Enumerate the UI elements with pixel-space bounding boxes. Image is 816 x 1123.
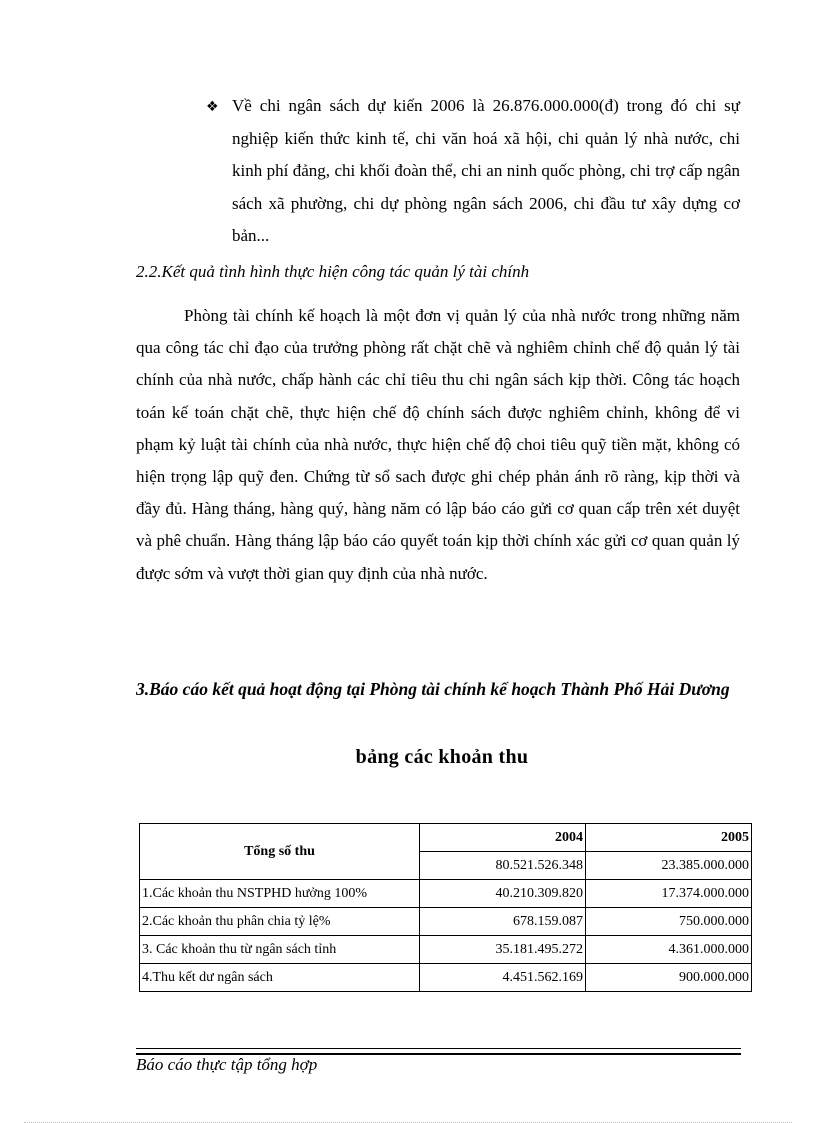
row-value-2004: 678.159.087 (420, 908, 586, 936)
footer-text: Báo cáo thực tập tổng hợp (136, 1055, 318, 1074)
total-value-2004: 80.521.526.348 (420, 852, 586, 880)
bullet-text: Về chi ngân sách dự kiến 2006 là 26.876.000.000(đ) trong đó chi sự nghiệp kiến thức kinh tế, chi văn hoá xã hội, chi quản lý nhà nước, chi kinh phí đảng, chi khối đoàn thể, chi an ninh quốc phòng, chi trợ cấp ngân sách xã phường, chi dự phòng ngân sách 2006, chi đầu tư xây dựng cơ bản... (232, 96, 740, 245)
row-label: 1.Các khoản thu NSTPHD hưởng 100% (140, 880, 420, 908)
row-value-2005: 17.374.000.000 (586, 880, 752, 908)
row-label: 2.Các khoản thu phân chia tỷ lệ% (140, 908, 420, 936)
row-value-2005: 4.361.000.000 (586, 936, 752, 964)
revenue-table (139, 823, 752, 992)
table-row (140, 880, 752, 908)
row-value-2005: 900.000.000 (586, 964, 752, 992)
bullet-item-budget-spending (206, 90, 740, 253)
body-paragraph: Phòng tài chính kế hoạch là một đơn vị quản lý của nhà nước trong những năm qua công tác chỉ đạo của trưởng phòng rất chặt chẽ và nghiêm chỉnh chế độ quản lý tài chính của nhà nước, chấp hành các chỉ tiêu thu chi ngân sách kịp thời. Công tác hoạch toán kế toán chặt chẽ, thực hiện chế độ chính sách được nghiêm chỉnh, không để vi phạm kỷ luật tài chính của nhà nước, thực hiện chế độ choi tiêu quỹ tiền mặt, không có hiện trọng lập quỹ đen. Chứng từ sổ sach được ghi chép phản ánh rõ ràng, kịp thời và đầy đủ. Hàng tháng, hàng quý, hàng năm có lập báo cáo gửi cơ quan cấp trên xét duyệt và phê chuẩn. Hàng tháng lập báo cáo quyết toán kịp thời chính xác gửi cơ quan quản lý được sớm và vượt thời gian quy định của nhà nước. (136, 306, 740, 583)
table-header-row (140, 824, 752, 852)
row-label: 4.Thu kết dư ngân sách (140, 964, 420, 992)
table-row (140, 964, 752, 992)
year-header-2005: 2005 (586, 824, 752, 852)
row-label: 3. Các khoản thu từ ngân sách tỉnh (140, 936, 420, 964)
section-heading-2-2: 2.2.Kết quả tình hình thực hiện công tác quản lý tài chính (136, 262, 530, 281)
total-value-2005: 23.385.000.000 (586, 852, 752, 880)
row-value-2004: 4.451.562.169 (420, 964, 586, 992)
table-row (140, 908, 752, 936)
total-label: Tổng số thu (140, 824, 420, 880)
row-value-2005: 750.000.000 (586, 908, 752, 936)
section-heading-3: 3.Báo cáo kết quả hoạt động tại Phòng tài chính kế hoạch Thành Phố Hải Dương (136, 679, 730, 699)
row-value-2004: 40.210.309.820 (420, 880, 586, 908)
table-title: bảng các khoản thu (355, 746, 529, 768)
row-value-2004: 35.181.495.272 (420, 936, 586, 964)
table-row (140, 936, 752, 964)
footer-divider (136, 1048, 741, 1055)
four-diamond-bullet-icon: ❖ (206, 99, 219, 115)
year-header-2004: 2004 (420, 824, 586, 852)
